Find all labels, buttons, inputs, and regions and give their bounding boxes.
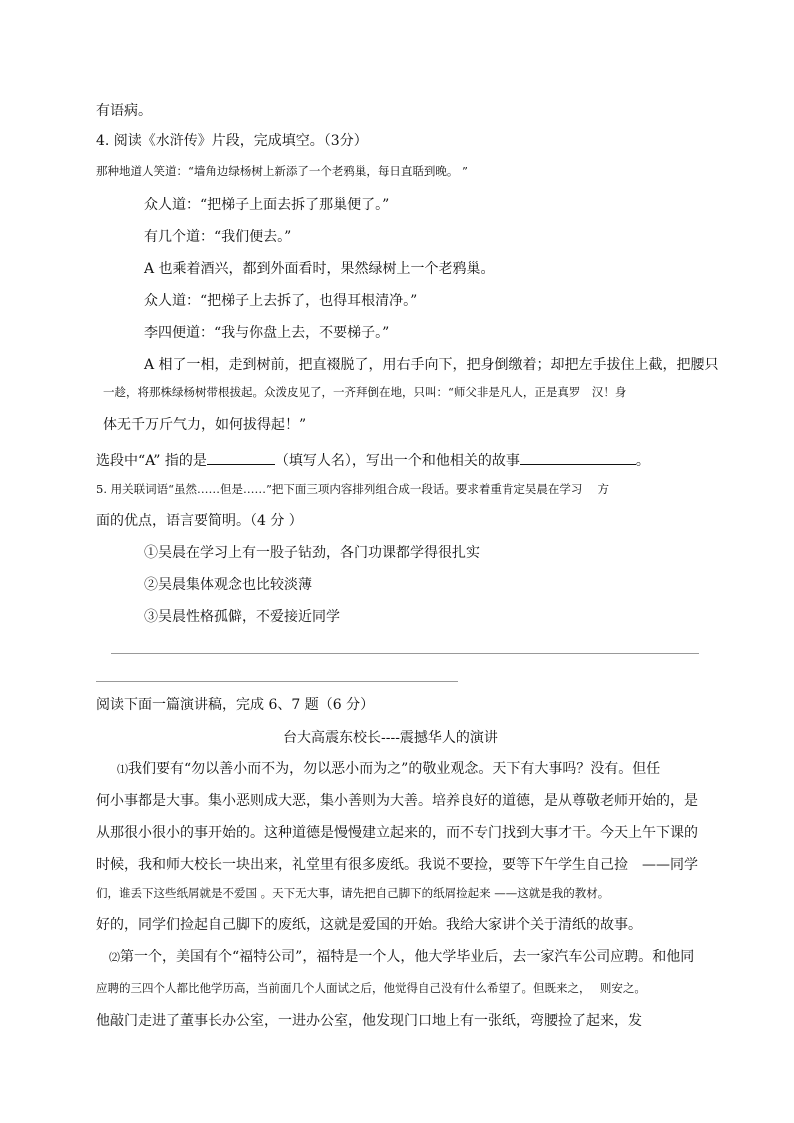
- paragraph-1-line: 从那很小很小的事开始的。这种道德是慢慢建立起来的，而不专门找到大事才干。今天上午下课的: [96, 825, 698, 841]
- fill-middle: （填写人名），写出一个和他相关的故事: [274, 453, 520, 469]
- option-3: ③吴晨性格孤僻，不爱接近同学: [144, 609, 340, 625]
- paragraph-1-line: 们，谁丢下这些纸屑就是不爱国 。天下无大事，请先把自己脚下的纸屑捡起来 ——这就是我的教材。: [96, 886, 610, 900]
- question-5-heading: 5. 用关联词语“虽然……但是……”把下面三项内容排列组合成一段话。要求着重肯定吴晨在学习 方: [96, 482, 610, 496]
- fill-end: 。: [635, 453, 650, 469]
- fill-prefix: 选段中“A” 指的是: [96, 453, 207, 469]
- answer-blank-story[interactable]: [520, 452, 636, 465]
- passage-line: 众人道：“把梯子上去拆了，也得耳根清净。”: [144, 293, 418, 309]
- paragraph-1-line: 时候，我和师大校长一块出来，礼堂里有很多废纸。我说不要捡，要等下午学生自己捡 ——同学: [96, 857, 698, 873]
- paragraph-number: ⑴: [117, 763, 128, 776]
- option-2: ②吴晨集体观念也比较淡薄: [144, 577, 312, 593]
- paragraph-1-line: 何小事都是大事。集小恶则成大恶，集小善则为大善。培养良好的道德，是从尊敬老师开始的，是: [96, 793, 698, 809]
- passage-line: A 相了一相，走到树前，把直裰脱了，用右手向下，把身倒缴着；却把左手拔住上截，把腰只: [144, 357, 719, 373]
- paragraph-number: ⑵: [109, 951, 120, 964]
- paragraph-2-line: 他敲门走进了董事长办公室，一进办公室，他发现门口地上有一张纸，弯腰捡了起来，发: [96, 1013, 642, 1029]
- paragraph-2-line: [109, 950, 694, 964]
- divider-line-short: [96, 681, 458, 682]
- paragraph-text: 我们要有“勿以善小而不为，勿以恶小而为之”的敬业观念。天下有大事吗？没有。但任: [128, 761, 661, 777]
- divider-line: [111, 653, 699, 654]
- answer-blank-name[interactable]: [207, 452, 275, 465]
- passage-line: 一趁，将那株绿杨树带根拔起。众泼皮见了，一齐拜倒在地，只叫：“师父非是凡人，正是真罗 汉！身: [103, 385, 627, 399]
- text-line: 有语病。: [96, 103, 152, 119]
- question-5-heading-cont: 面的优点，语言要简明。（4 分 ）: [96, 513, 303, 529]
- paragraph-1-line: 好的，同学们捡起自己脚下的废纸，这就是爱国的开始。我给大家讲个关于清纸的故事。: [96, 917, 642, 933]
- paragraph-text: 第一个，美国有个“福特公司”，福特是一个人，他大学毕业后，去一家汽车公司应聘。和他同: [120, 949, 695, 965]
- speech-title: 台大高震东校长----震撼华人的演讲: [283, 730, 498, 746]
- passage-line: 李四便道：“我与你盘上去，不要梯子。”: [144, 325, 390, 341]
- option-1: ①吴晨在学习上有一股子钻劲，各门功课都学得很扎实: [144, 545, 480, 561]
- passage-line: 那种地道人笑道：“墙角边绿杨树上新添了一个老鸦巢，每日直聒到晚。 ”: [96, 164, 468, 178]
- passage-line: 众人道：“把梯子上面去拆了那巢便了。”: [144, 197, 390, 213]
- passage-line: A 也乘着酒兴，都到外面看时，果然绿树上一个老鸦巢。: [144, 261, 495, 277]
- question-4-heading: 4. 阅读《水浒传》片段，完成填空。（3分）: [96, 133, 368, 149]
- reading-instruction: 阅读下面一篇演讲稿，完成 6、7 题（6 分）: [96, 697, 375, 713]
- passage-line: 有几个道：“我们便去。”: [144, 229, 292, 245]
- paragraph-1-line: [117, 762, 660, 776]
- passage-line: 体无千万斤气力，如何拔得起！”: [103, 417, 307, 433]
- fill-in-question: [96, 452, 650, 468]
- paragraph-2-line: 应聘的三四个人都比他学历高，当前面几个人面试之后，他觉得自己没有什么希望了。但既来之， 则安之。: [96, 981, 646, 995]
